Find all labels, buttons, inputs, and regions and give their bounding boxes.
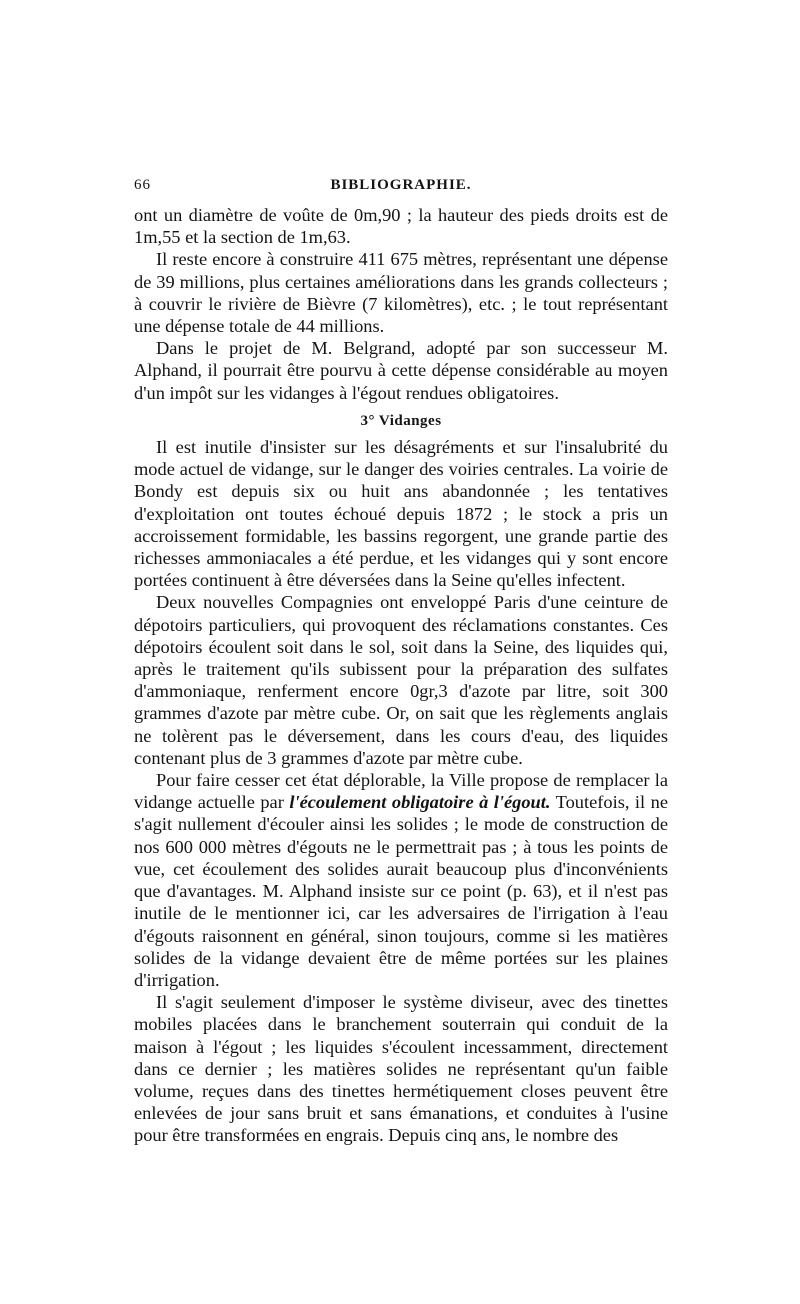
page-body [134, 204, 668, 1147]
paragraph-ecoulement-end: Toutefois, il ne s'agit nullement d'écouler ainsi les solides ; le mode de construction de nos 600 000 mètres d'égouts ne le permettrait pas ; à tous les points de vue, cet écoulement des solides aurait beaucoup plus d'inconvénients que d'avantages. M. Alphand insiste sur ce point (p. 63), et il n'est pas inutile de le mentionner ici, car les adversaires de l'irrigation à l'eau d'égouts raisonnent en général, sinon toujours, comme si les matières solides de la vidange devaient être de même portées sur les plaines d'irrigation. [134, 792, 668, 990]
running-title: BIBLIOGRAPHIE. [330, 177, 472, 193]
paragraph-cost: Il reste encore à construire 411 675 mètres, représentant une dépense de 39 millions, plus certaines améliorations dans les grands collecteurs ; à couvrir le rivière de Bièvre (7 kilomètres), etc. ; le tout représentant une dépense totale de 44 millions. [134, 249, 668, 337]
paragraph-ecoulement-start: Pour faire cesser cet état déplorable, la Ville propose de remplacer la vidange actuelle par [134, 770, 668, 813]
paragraph-ecoulement [134, 769, 668, 991]
paragraph-depotoirs: Deux nouvelles Compagnies ont enveloppé Paris d'une ceinture de dépotoirs particuliers, qui provoquent des réclamations constantes. Ces dépotoirs écoulent soit dans le sol, soit dans la Seine, des liquides qui, après le traitement qu'ils subissent pour la préparation des sulfates d'ammoniaque, renferment encore 0gr,3 d'azote par litre, soit 300 grammes d'azote par mètre cube. Or, on sait que les règlements anglais ne tolèrent pas le déversement, dans les cours d'eau, des liquides contenant plus de 3 grammes d'azote par mètre cube. [134, 592, 668, 768]
section-heading: 3° Vidanges [360, 412, 442, 429]
paragraph-belgrand-project: Dans le projet de M. Belgrand, adopté par son successeur M. Alphand, il pourrait être pourvu à cette dépense considérable au moyen d'un impôt sur les vidanges à l'égout rendues obligatoires. [134, 338, 668, 403]
page-header [134, 177, 668, 199]
emphasized-phrase: l'écoulement obligatoire à l'égout. [289, 792, 551, 813]
page-number: 66 [134, 177, 151, 193]
paragraph-vidange-dangers: Il est inutile d'insister sur les désagréments et sur l'insalubrité du mode actuel de vidange, sur le danger des voiries centrales. La voirie de Bondy est depuis six ou huit ans abandonnée ; les tentatives d'exploitation ont toutes échoué depuis 1872 ; le stock a pris un accroissement formidable, les bassins regorgent, une grande partie des richesses ammoniacales a été perdue, et les vidanges qui y sont encore portées continuent à être déversées dans la Seine qu'elles infectent. [134, 437, 668, 591]
paragraph-continuation: ont un diamètre de voûte de 0m,90 ; la hauteur des pieds droits est de 1m,55 et la section de 1m,63. [134, 205, 668, 248]
paragraph-systeme-diviseur: Il s'agit seulement d'imposer le système diviseur, avec des tinettes mobiles placées dans le branchement souterrain qui conduit de la maison à l'égout ; les liquides s'écoulent incessamment, directement dans ce dernier ; les matières solides ne représentant qu'un faible volume, reçues dans des tinettes hermétiquement closes peuvent être enlevées de jour sans bruit et sans émanations, et conduites à l'usine pour être transformées en engrais. Depuis cinq ans, le nombre des [134, 992, 668, 1146]
